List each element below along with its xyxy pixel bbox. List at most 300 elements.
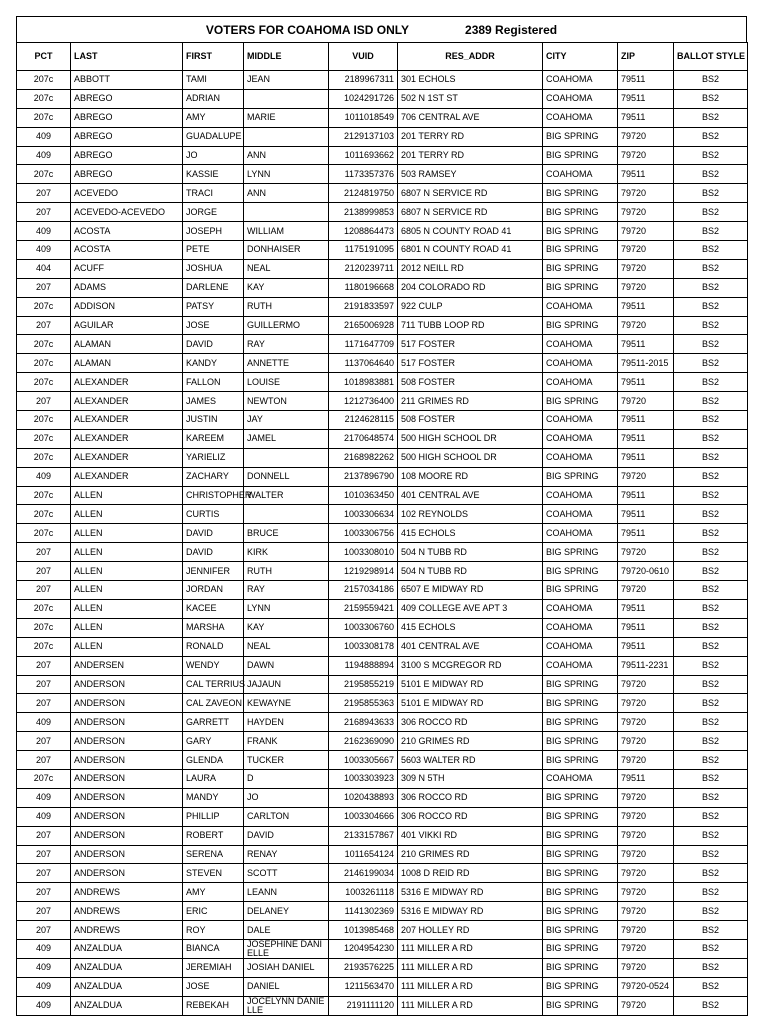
ballot-style-cell: BS2 [674,259,748,278]
res-addr-cell: 6807 N SERVICE RD [398,203,543,222]
first-name-cell: PHILLIP [183,807,244,826]
table-row [17,769,748,788]
zip-cell: 79720 [618,543,674,562]
res-addr-cell: 922 CULP [398,297,543,316]
res-addr-cell: 401 CENTRAL AVE [398,637,543,656]
zip-cell: 79720 [618,278,674,297]
first-name-cell: YARIELIZ [183,448,244,467]
city-cell: BIG SPRING [543,316,618,335]
city-cell: COAHOMA [543,769,618,788]
first-name-cell: CURTIS [183,505,244,524]
last-name-cell: ALAMAN [71,335,183,354]
zip-cell: 79720 [618,939,674,958]
pct-cell: 207c [17,448,71,467]
table-row [17,543,748,562]
city-cell: BIG SPRING [543,581,618,600]
middle-name-cell: TUCKER [244,751,329,770]
last-name-cell: ANDERSON [71,769,183,788]
pct-cell: 207 [17,316,71,335]
first-name-cell: JUSTIN [183,411,244,430]
middle-name-cell: KIRK [244,543,329,562]
first-name-cell: LAURA [183,769,244,788]
ballot-style-cell: BS2 [674,675,748,694]
last-name-cell: ALEXANDER [71,392,183,411]
zip-cell: 79511 [618,524,674,543]
table-row [17,392,748,411]
res-addr-cell: 5101 E MIDWAY RD [398,675,543,694]
res-addr-cell: 211 GRIMES RD [398,392,543,411]
city-cell: BIG SPRING [543,675,618,694]
city-cell: COAHOMA [543,297,618,316]
first-name-cell: GLENDA [183,751,244,770]
middle-name-cell: NEWTON [244,392,329,411]
ballot-style-cell: BS2 [674,902,748,921]
zip-cell: 79720 [618,675,674,694]
vuid-cell: 2120239711 [329,259,398,278]
last-name-cell: ALEXANDER [71,373,183,392]
first-name-cell: DAVID [183,335,244,354]
res-addr-cell: 6507 E MIDWAY RD [398,581,543,600]
vuid-cell: 1003306756 [329,524,398,543]
pct-cell: 207c [17,637,71,656]
first-name-cell: DAVID [183,543,244,562]
res-addr-cell: 111 MILLER A RD [398,977,543,996]
last-name-cell: ABREGO [71,108,183,127]
res-addr-cell: 415 ECHOLS [398,618,543,637]
middle-name-cell: RAY [244,335,329,354]
pct-cell: 207c [17,165,71,184]
vuid-cell: 2165006928 [329,316,398,335]
vuid-cell: 2168982262 [329,448,398,467]
first-name-cell: JORGE [183,203,244,222]
pct-cell: 207c [17,335,71,354]
res-addr-cell: 102 REYNOLDS [398,505,543,524]
last-name-cell: ADAMS [71,278,183,297]
last-name-cell: ALLEN [71,524,183,543]
vuid-cell: 1020438893 [329,788,398,807]
res-addr-cell: 3100 S MCGREGOR RD [398,656,543,675]
first-name-cell: JORDAN [183,581,244,600]
city-cell: COAHOMA [543,599,618,618]
first-name-cell: MANDY [183,788,244,807]
city-cell: COAHOMA [543,335,618,354]
ballot-style-cell: BS2 [674,732,748,751]
vuid-cell: 2170648574 [329,429,398,448]
middle-name-cell: JOSEPHINE DANIELLE [244,939,329,958]
ballot-style-cell: BS2 [674,618,748,637]
ballot-style-cell: BS2 [674,429,748,448]
vuid-cell: 1011654124 [329,845,398,864]
ballot-style-cell: BS2 [674,543,748,562]
first-name-cell: JOSE [183,977,244,996]
table-row [17,921,748,940]
first-name-cell: GARRETT [183,713,244,732]
last-name-cell: ACOSTA [71,241,183,260]
pct-cell: 207 [17,675,71,694]
table-row [17,694,748,713]
city-cell: BIG SPRING [543,184,618,203]
zip-cell: 79720 [618,581,674,600]
vuid-cell: 1018983881 [329,373,398,392]
last-name-cell: ALLEN [71,637,183,656]
ballot-style-cell: BS2 [674,788,748,807]
city-cell: BIG SPRING [543,864,618,883]
ballot-style-cell: BS2 [674,562,748,581]
middle-name-cell: D [244,769,329,788]
zip-cell: 79720 [618,184,674,203]
ballot-style-cell: BS2 [674,826,748,845]
zip-cell: 79511 [618,373,674,392]
first-name-cell: JOSE [183,316,244,335]
zip-cell: 79511 [618,637,674,656]
pct-cell: 409 [17,713,71,732]
zip-cell: 79720-0610 [618,562,674,581]
zip-cell: 79720 [618,203,674,222]
middle-name-cell: DONNELL [244,467,329,486]
res-addr-cell: 508 FOSTER [398,373,543,392]
vuid-cell: 2129137103 [329,127,398,146]
table-row [17,562,748,581]
pct-cell: 409 [17,241,71,260]
res-addr-cell: 5603 WALTER RD [398,751,543,770]
zip-cell: 79720 [618,958,674,977]
table-row [17,241,748,260]
middle-name-cell: NEAL [244,259,329,278]
vuid-cell: 2162369090 [329,732,398,751]
pct-cell: 409 [17,977,71,996]
zip-cell: 79720 [618,392,674,411]
ballot-style-cell: BS2 [674,769,748,788]
table-row [17,259,748,278]
pct-cell: 207 [17,656,71,675]
vuid-cell: 2191111120 [329,996,398,1015]
ballot-style-cell: BS2 [674,316,748,335]
pct-cell: 207 [17,184,71,203]
res-addr-cell: 204 COLORADO RD [398,278,543,297]
zip-cell: 79511 [618,599,674,618]
zip-cell: 79511 [618,448,674,467]
pct-cell: 207 [17,694,71,713]
table-row [17,316,748,335]
city-cell: BIG SPRING [543,543,618,562]
first-name-cell: ZACHARY [183,467,244,486]
table-row [17,429,748,448]
city-cell: COAHOMA [543,89,618,108]
ballot-style-cell: BS2 [674,864,748,883]
last-name-cell: ACEVEDO-ACEVEDO [71,203,183,222]
first-name-cell: WENDY [183,656,244,675]
table-row [17,297,748,316]
pct-cell: 409 [17,958,71,977]
pct-cell: 207 [17,883,71,902]
vuid-cell: 1003261118 [329,883,398,902]
vuid-cell: 1003308178 [329,637,398,656]
first-name-cell: ADRIAN [183,89,244,108]
vuid-cell: 1003303923 [329,769,398,788]
last-name-cell: ANDERSEN [71,656,183,675]
table-row [17,524,748,543]
pct-cell: 207 [17,864,71,883]
pct-cell: 207 [17,902,71,921]
vuid-cell: 2138999853 [329,203,398,222]
ballot-style-cell: BS2 [674,807,748,826]
first-name-cell: PETE [183,241,244,260]
middle-name-cell: LYNN [244,599,329,618]
table-row [17,939,748,958]
last-name-cell: ALEXANDER [71,429,183,448]
first-name-cell: CAL ZAVEON [183,694,244,713]
col-header-pct: PCT [17,43,71,71]
pct-cell: 207c [17,524,71,543]
pct-cell: 207c [17,297,71,316]
vuid-cell: 1011693662 [329,146,398,165]
ballot-style-cell: BS2 [674,694,748,713]
res-addr-cell: 6807 N SERVICE RD [398,184,543,203]
first-name-cell: BIANCA [183,939,244,958]
ballot-style-cell: BS2 [674,883,748,902]
res-addr-cell: 2012 NEILL RD [398,259,543,278]
middle-name-cell: JAJAUN [244,675,329,694]
ballot-style-cell: BS2 [674,165,748,184]
col-header-first: FIRST [183,43,244,71]
res-addr-cell: 706 CENTRAL AVE [398,108,543,127]
zip-cell: 79720 [618,467,674,486]
ballot-style-cell: BS2 [674,71,748,90]
table-row [17,958,748,977]
middle-name-cell: WILLIAM [244,222,329,241]
zip-cell: 79720 [618,316,674,335]
res-addr-cell: 1008 D REID RD [398,864,543,883]
city-cell: BIG SPRING [543,562,618,581]
middle-name-cell: DELANEY [244,902,329,921]
zip-cell: 79720 [618,222,674,241]
middle-name-cell: JAY [244,411,329,430]
table-row [17,278,748,297]
city-cell: BIG SPRING [543,392,618,411]
first-name-cell: GUADALUPE [183,127,244,146]
middle-name-cell: JOSIAH DANIEL [244,958,329,977]
vuid-cell: 1011018549 [329,108,398,127]
vuid-cell: 1003306760 [329,618,398,637]
table-row [17,89,748,108]
table-row [17,751,748,770]
middle-name-cell: KEWAYNE [244,694,329,713]
table-row [17,165,748,184]
table-row [17,184,748,203]
table-row [17,486,748,505]
last-name-cell: ALLEN [71,486,183,505]
last-name-cell: ALLEN [71,562,183,581]
res-addr-cell: 500 HIGH SCHOOL DR [398,448,543,467]
ballot-style-cell: BS2 [674,467,748,486]
middle-name-cell: MARIE [244,108,329,127]
registered-count: 2389 Registered [465,22,558,37]
ballot-style-cell: BS2 [674,977,748,996]
table-row [17,807,748,826]
ballot-style-cell: BS2 [674,411,748,430]
pct-cell: 409 [17,996,71,1015]
vuid-cell: 1204954230 [329,939,398,958]
pct-cell: 207 [17,826,71,845]
middle-name-cell [244,127,329,146]
table-row [17,505,748,524]
res-addr-cell: 6805 N COUNTY ROAD 41 [398,222,543,241]
first-name-cell: AMY [183,108,244,127]
res-addr-cell: 504 N TUBB RD [398,543,543,562]
first-name-cell: GARY [183,732,244,751]
city-cell: COAHOMA [543,373,618,392]
pct-cell: 409 [17,807,71,826]
vuid-cell: 1211563470 [329,977,398,996]
first-name-cell: KANDY [183,354,244,373]
ballot-style-cell: BS2 [674,939,748,958]
col-header-city: CITY [543,43,618,71]
city-cell: COAHOMA [543,448,618,467]
report-title-bar [16,16,747,42]
city-cell: COAHOMA [543,108,618,127]
vuid-cell: 2124819750 [329,184,398,203]
first-name-cell: RONALD [183,637,244,656]
table-row [17,826,748,845]
pct-cell: 409 [17,222,71,241]
voter-table [16,42,748,1016]
table-row [17,448,748,467]
city-cell: BIG SPRING [543,203,618,222]
table-row [17,146,748,165]
middle-name-cell: DONHAISER [244,241,329,260]
city-cell: BIG SPRING [543,751,618,770]
table-row [17,203,748,222]
zip-cell: 79511 [618,165,674,184]
city-cell: COAHOMA [543,411,618,430]
ballot-style-cell: BS2 [674,392,748,411]
pct-cell: 207c [17,411,71,430]
last-name-cell: ALEXANDER [71,448,183,467]
middle-name-cell: DALE [244,921,329,940]
table-row [17,788,748,807]
last-name-cell: ACUFF [71,259,183,278]
table-row [17,732,748,751]
last-name-cell: ABREGO [71,127,183,146]
last-name-cell: ALEXANDER [71,411,183,430]
table-row [17,713,748,732]
city-cell: BIG SPRING [543,694,618,713]
table-row [17,599,748,618]
first-name-cell: STEVEN [183,864,244,883]
last-name-cell: ANDERSON [71,732,183,751]
city-cell: BIG SPRING [543,127,618,146]
city-cell: COAHOMA [543,637,618,656]
report-title: VOTERS FOR COAHOMA ISD ONLY [205,22,410,37]
zip-cell: 79511 [618,486,674,505]
city-cell: BIG SPRING [543,222,618,241]
pct-cell: 207c [17,108,71,127]
ballot-style-cell: BS2 [674,637,748,656]
vuid-cell: 2195855363 [329,694,398,713]
last-name-cell: ANDERSON [71,675,183,694]
table-row [17,373,748,392]
middle-name-cell: JO [244,788,329,807]
ballot-style-cell: BS2 [674,751,748,770]
first-name-cell: CAL TERRIUS [183,675,244,694]
res-addr-cell: 504 N TUBB RD [398,562,543,581]
zip-cell: 79511 [618,618,674,637]
middle-name-cell: RENAY [244,845,329,864]
pct-cell: 207 [17,921,71,940]
vuid-cell: 1194888894 [329,656,398,675]
ballot-style-cell: BS2 [674,89,748,108]
res-addr-cell: 306 ROCCO RD [398,788,543,807]
city-cell: BIG SPRING [543,241,618,260]
table-row [17,656,748,675]
vuid-cell: 1171647709 [329,335,398,354]
last-name-cell: ANDREWS [71,902,183,921]
last-name-cell: ANZALDUA [71,939,183,958]
city-cell: COAHOMA [543,656,618,675]
res-addr-cell: 111 MILLER A RD [398,939,543,958]
table-row [17,675,748,694]
table-row [17,354,748,373]
ballot-style-cell: BS2 [674,713,748,732]
city-cell: BIG SPRING [543,713,618,732]
vuid-cell: 2191833597 [329,297,398,316]
middle-name-cell: CARLTON [244,807,329,826]
zip-cell: 79720 [618,883,674,902]
middle-name-cell: GUILLERMO [244,316,329,335]
res-addr-cell: 201 TERRY RD [398,146,543,165]
vuid-cell: 1180196668 [329,278,398,297]
city-cell: BIG SPRING [543,883,618,902]
first-name-cell: FALLON [183,373,244,392]
middle-name-cell: KAY [244,278,329,297]
zip-cell: 79511 [618,429,674,448]
city-cell: COAHOMA [543,354,618,373]
vuid-cell: 1013985468 [329,921,398,940]
first-name-cell: CHRISTOPHER [183,486,244,505]
last-name-cell: ANZALDUA [71,977,183,996]
middle-name-cell: JEAN [244,71,329,90]
first-name-cell: DAVID [183,524,244,543]
col-header-zip: ZIP [618,43,674,71]
last-name-cell: ALEXANDER [71,467,183,486]
city-cell: BIG SPRING [543,958,618,977]
ballot-style-cell: BS2 [674,448,748,467]
ballot-style-cell: BS2 [674,656,748,675]
table-row [17,335,748,354]
pct-cell: 207c [17,505,71,524]
first-name-cell: SERENA [183,845,244,864]
zip-cell: 79511 [618,335,674,354]
ballot-style-cell: BS2 [674,241,748,260]
zip-cell: 79720 [618,241,674,260]
zip-cell: 79720 [618,751,674,770]
res-addr-cell: 309 N 5TH [398,769,543,788]
city-cell: COAHOMA [543,505,618,524]
ballot-style-cell: BS2 [674,203,748,222]
table-row [17,71,748,90]
vuid-cell: 1003304666 [329,807,398,826]
pct-cell: 207c [17,599,71,618]
middle-name-cell: ANN [244,184,329,203]
last-name-cell: ANDREWS [71,921,183,940]
pct-cell: 207c [17,354,71,373]
first-name-cell: ERIC [183,902,244,921]
middle-name-cell: RAY [244,581,329,600]
vuid-cell: 1175191095 [329,241,398,260]
middle-name-cell: LYNN [244,165,329,184]
zip-cell: 79720 [618,146,674,165]
last-name-cell: ABREGO [71,89,183,108]
